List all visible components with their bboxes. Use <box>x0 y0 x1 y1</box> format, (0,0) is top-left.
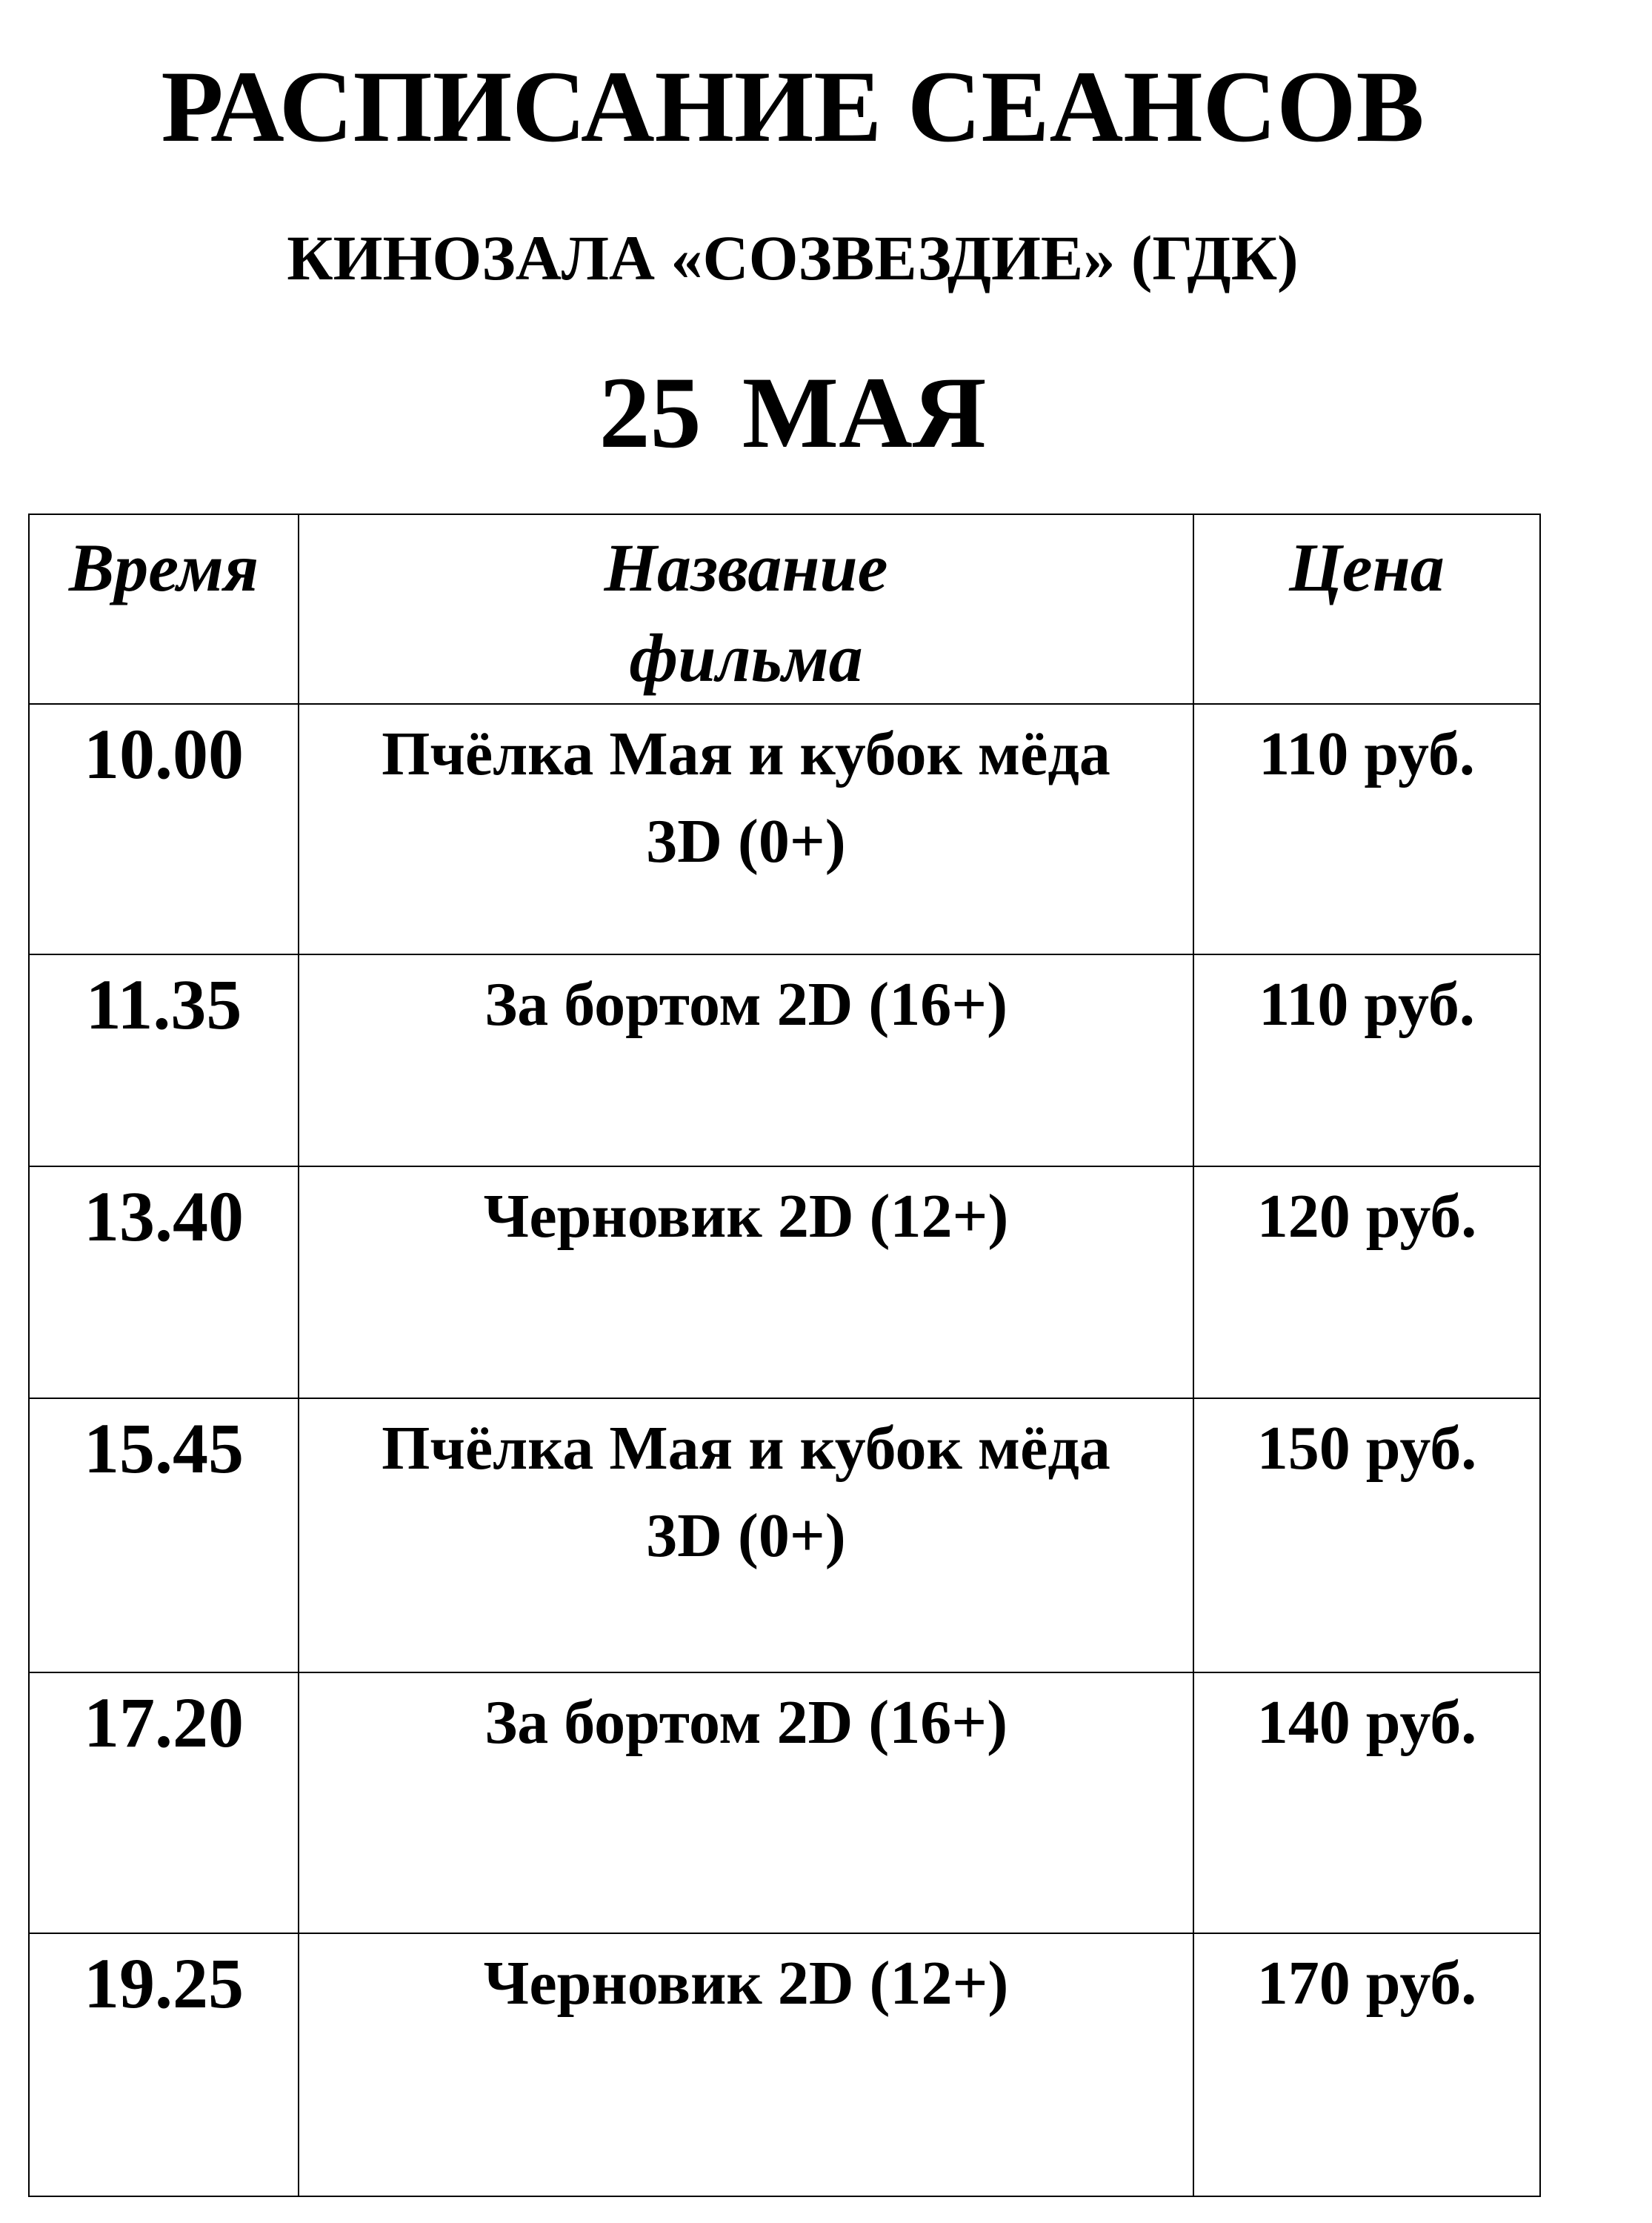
table-row <box>29 954 1540 1166</box>
table-row <box>29 1933 1540 2196</box>
ticket-price: 120 руб. <box>1193 1166 1540 1398</box>
session-time: 13.40 <box>29 1166 299 1398</box>
schedule-table <box>28 514 1541 2197</box>
film-title <box>299 1672 1193 1933</box>
ticket-price: 110 руб. <box>1193 954 1540 1166</box>
page-title: РАСПИСАНИЕ СЕАНСОВ <box>161 50 1425 163</box>
table-row <box>29 704 1540 954</box>
film-title-line1: За бортом 2D (16+) <box>484 1688 1008 1757</box>
film-title-line1: Черновик 2D (12+) <box>483 1949 1009 2018</box>
table-row <box>29 1166 1540 1398</box>
schedule-date: 25 МАЯ <box>599 356 987 469</box>
session-time: 17.20 <box>29 1672 299 1933</box>
session-time: 11.35 <box>29 954 299 1166</box>
film-title-line1: Пчёлка Мая и кубок мёда <box>382 720 1110 788</box>
film-title-line1: Пчёлка Мая и кубок мёда <box>382 1414 1110 1483</box>
film-title <box>299 1398 1193 1672</box>
table-row <box>29 1398 1540 1672</box>
film-title <box>299 1166 1193 1398</box>
film-title-line2: 3D (0+) <box>646 1501 846 1570</box>
ticket-price: 140 руб. <box>1193 1672 1540 1933</box>
session-time: 10.00 <box>29 704 299 954</box>
column-header-title <box>299 514 1193 704</box>
column-header-time: Время <box>29 514 299 704</box>
film-title-line1: Черновик 2D (12+) <box>483 1182 1009 1251</box>
film-title <box>299 954 1193 1166</box>
session-time: 19.25 <box>29 1933 299 2196</box>
column-header-title-line2: фильма <box>629 620 863 696</box>
film-title <box>299 1933 1193 2196</box>
table-header-row <box>29 514 1540 704</box>
column-header-title-line1: Название <box>604 530 888 605</box>
ticket-price: 110 руб. <box>1193 704 1540 954</box>
column-header-price: Цена <box>1193 514 1540 704</box>
film-title <box>299 704 1193 954</box>
session-time: 15.45 <box>29 1398 299 1672</box>
table-row <box>29 1672 1540 1933</box>
film-title-line2: 3D (0+) <box>646 807 846 876</box>
film-title-line1: За бортом 2D (16+) <box>484 970 1008 1039</box>
ticket-price: 150 руб. <box>1193 1398 1540 1672</box>
cinema-name: КИНОЗАЛА «СОЗВЕЗДИЕ» (ГДК) <box>287 222 1299 293</box>
ticket-price: 170 руб. <box>1193 1933 1540 2196</box>
